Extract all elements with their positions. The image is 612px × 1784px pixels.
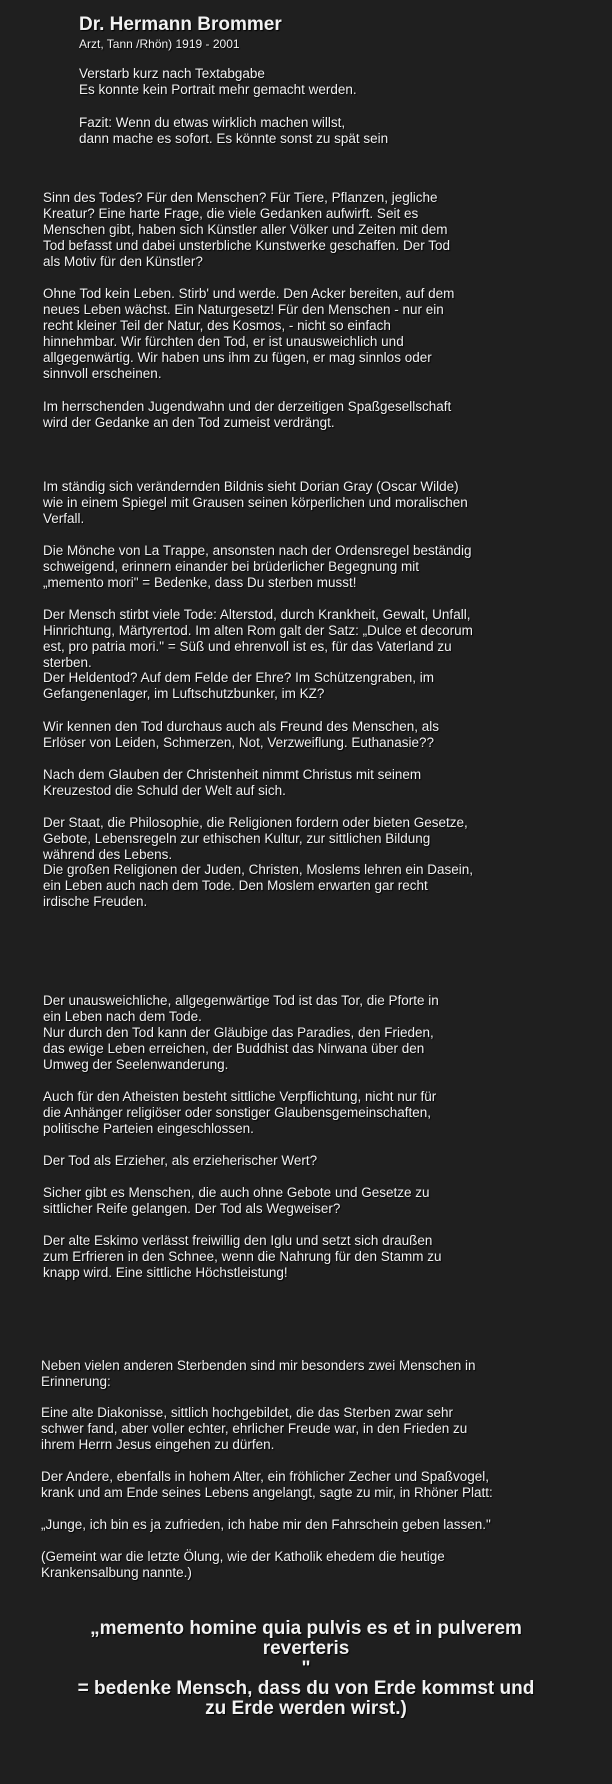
paragraph: Der Andere, ebenfalls in hohem Alter, ein fröhlicher Zecher und Spaßvogel, krank und am Ende seines Lebens angelangt, sagte zu mir, in Rhöner Platt: xyxy=(41,1469,493,1500)
author-name: Dr. Hermann Brommer xyxy=(79,14,282,35)
paragraph: Im herrschenden Jugendwahn und der derzeitigen Spaßgesellschaft wird der Gedanke an den Tod zumeist verdrängt. xyxy=(43,399,452,430)
paragraph: Der Mensch stirbt viele Tode: Alterstod, durch Krankheit, Gewalt, Unfall, Hinrichtung, Märtyrertod. Im alten Rom galt der Satz: „Dulce et decorum est, pro patria mori." = Süß und ehrenvoll ist es, für das Vaterland zu sterben. xyxy=(43,607,473,670)
paragraph: Die großen Religionen der Juden, Christen, Moslems lehren ein Dasein, ein Leben auch nach dem Tode. Den Moslem erwarten gar recht irdische Freuden. xyxy=(43,862,473,909)
paragraph: „Junge, ich bin es ja zufrieden, ich habe mir den Fahrschein geben lassen." xyxy=(41,1517,491,1532)
paragraph: Wir kennen den Tod durchaus auch als Freund des Menschen, als Erlöser von Leiden, Schmerzen, Not, Verzweiflung. Euthanasie?? xyxy=(43,719,439,750)
paragraph: Ohne Tod kein Leben. Stirb' und werde. Den Acker bereiten, auf dem neues Leben wächst. Ein Naturgesetz! Für den Menschen - nur ein recht kleiner Teil der Natur, des Kosmos, - nicht so einfach hinnehmbar. Wir fürchten den Tod, er ist unausweichlich und allgegenwärtig. Wir haben uns ihm zu fügen, er mag sinnlos oder sinnvoll erscheinen. xyxy=(43,286,455,381)
closing-quote: „memento homine quia pulvis es et in pulverem reverteris " = bedenke Mensch, dass du von Erde kommst und zu Erde werden wirst.) xyxy=(77,1618,535,1719)
paragraph: Sinn des Todes? Für den Menschen? Für Tiere, Pflanzen, jegliche Kreatur? Eine harte Frage, die viele Gedanken aufwirft. Seit es Menschen gibt, haben sich Künstler aller Völker und Zeiten mit dem Tod befasst und dabei unsterbliche Kunstwerke geschaffen. Der Tod als Motiv für den Künstler? xyxy=(43,190,451,269)
paragraph: Neben vielen anderen Sterbenden sind mir besonders zwei Menschen in Erinnerung: xyxy=(41,1358,476,1389)
author-fazit: Fazit: Wenn du etwas wirklich machen willst, dann mache es sofort. Es könnte sonst zu spät sein xyxy=(79,115,389,146)
paragraph: Eine alte Diakonisse, sittlich hochgebildet, die das Sterben zwar sehr schwer fand, aber voller echter, ehrlicher Freude war, in den Frieden zu ihrem Herrn Jesus eingehen zu dürfen. xyxy=(41,1405,468,1452)
paragraph: Der Tod als Erzieher, als erzieherischer Wert? xyxy=(43,1153,318,1168)
author-subtitle: Arzt, Tann /Rhön) 1919 - 2001 xyxy=(79,37,240,51)
paragraph: Der Heldentod? Auf dem Felde der Ehre? Im Schützengraben, im Gefangenenlager, im Luftschutzbunker, im KZ? xyxy=(43,670,434,701)
paragraph: Im ständig sich verändernden Bildnis sieht Dorian Gray (Oscar Wilde) wie in einem Spiegel mit Grausen seinen körperlichen und moralischen Verfall. xyxy=(43,479,468,526)
paragraph: Die Mönche von La Trappe, ansonsten nach der Ordensregel beständig schweigend, erinnern einander bei brüderlicher Begegnung mit „memento mori" = Bedenke, dass Du sterben musst! xyxy=(43,543,472,590)
paragraph: Auch für den Atheisten besteht sittliche Verpflichtung, nicht nur für die Anhänger religiöser oder sonstiger Glaubensgemeinschaften, politische Parteien eingeschlossen. xyxy=(43,1089,437,1136)
paragraph: Der Staat, die Philosophie, die Religionen fordern oder bieten Gesetze, Gebote, Lebensregeln zur ethischen Kultur, zur sittlichen Bildung während des Lebens. xyxy=(43,815,468,862)
paragraph: (Gemeint war die letzte Ölung, wie der Katholik ehedem die heutige Krankensalbung nannte.) xyxy=(41,1549,445,1580)
author-note: Verstarb kurz nach Textabgabe Es konnte kein Portrait mehr gemacht werden. xyxy=(79,66,357,97)
paragraph: Sicher gibt es Menschen, die auch ohne Gebote und Gesetze zu sittlicher Reife gelangen. Der Tod als Wegweiser? xyxy=(43,1185,430,1216)
paragraph: Der unausweichliche, allgegenwärtige Tod ist das Tor, die Pforte in ein Leben nach dem Tode. xyxy=(43,993,439,1024)
paragraph: Nur durch den Tod kann der Gläubige das Paradies, den Frieden, das ewige Leben erreichen, der Buddhist das Nirwana über den Umweg der Seelenwanderung. xyxy=(43,1025,434,1072)
paragraph: Der alte Eskimo verlässt freiwillig den Iglu und setzt sich draußen zum Erfrieren in den Schnee, wenn die Nahrung für den Stamm zu knapp wird. Eine sittliche Höchstleistung! xyxy=(43,1233,442,1280)
paragraph: Nach dem Glauben der Christenheit nimmt Christus mit seinem Kreuzestod die Schuld der Welt auf sich. xyxy=(43,767,422,798)
